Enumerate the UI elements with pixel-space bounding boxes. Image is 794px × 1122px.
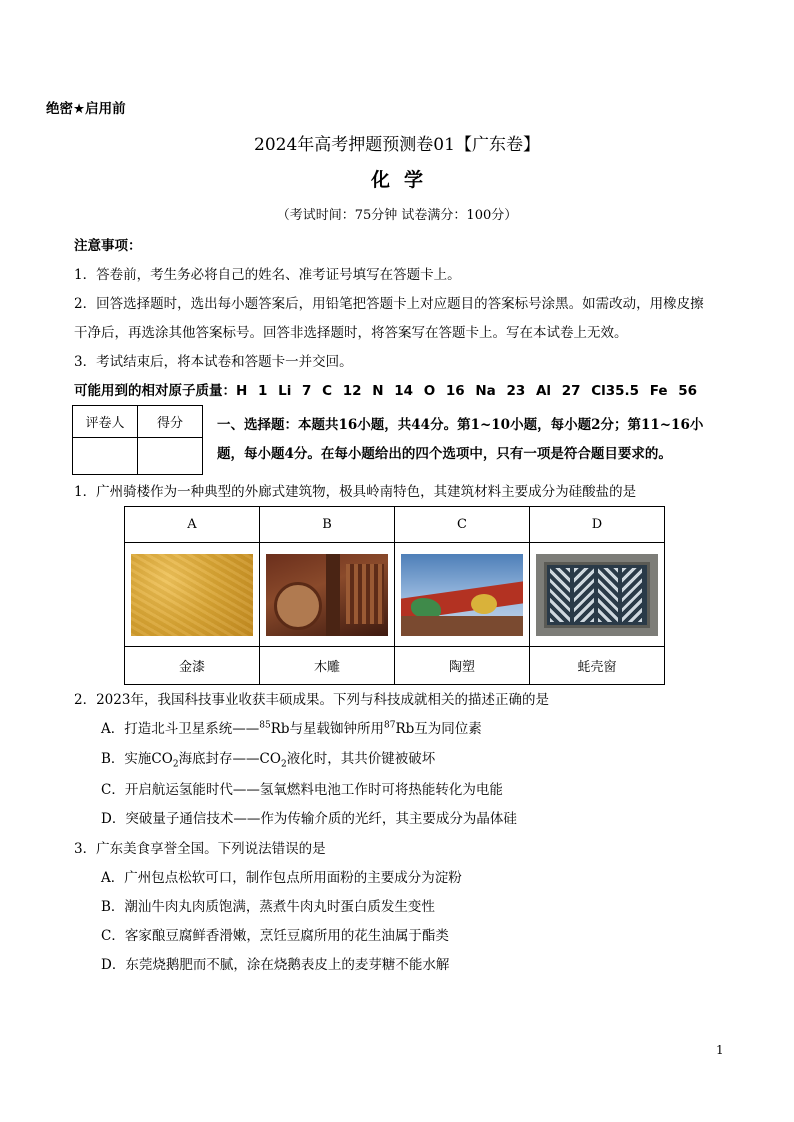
q2-option-b bbox=[101, 747, 435, 770]
q1-header-b: B bbox=[260, 507, 395, 543]
q1-stem: 1．广州骑楼作为一种典型的外廊式建筑物，极具岭南特色，其建筑材料主要成分为硅酸盐的是 bbox=[74, 484, 637, 500]
atomic-masses: 可能用到的相对原子质量：H 1 Li 7 C 12 N 14 O 16 Na 23 Al 27 Cl35.5 Fe 56 bbox=[74, 383, 698, 399]
q3-option-a: A．广州包点松软可口，制作包点所用面粉的主要成分为淀粉 bbox=[101, 870, 462, 886]
ceramic-sculpture-image bbox=[401, 554, 523, 636]
score-cell[interactable] bbox=[138, 438, 203, 475]
q3-option-b: B．潮汕牛肉丸肉质饱满，蒸煮牛肉丸时蛋白质发生变性 bbox=[101, 899, 435, 915]
note-item: 2．回答选择题时，选出每小题答案后，用铅笔把答题卡上对应题目的答案标号涂黑。如需改动，用橡皮擦 bbox=[74, 296, 704, 312]
q2-option-c: C．开启航运氢能时代——氢氧燃料电池工作时可将热能转化为电能 bbox=[101, 782, 503, 798]
note-item: 3．考试结束后，将本试卷和答题卡一并交回。 bbox=[74, 354, 353, 370]
q2-b-mid: 海底封存——CO bbox=[178, 751, 281, 767]
q1-label-d: 蚝壳窗 bbox=[530, 647, 665, 685]
section-title-line1: 本题共16小题，共44分。第1~10小题，每小题2分；第11~16小 bbox=[298, 417, 704, 433]
exam-info: （考试时间：75分钟 试卷满分：100分） bbox=[276, 208, 518, 223]
q1-image-cell-b bbox=[260, 543, 395, 647]
page-number: 1 bbox=[716, 1043, 724, 1057]
q2-a-sup2: 87 bbox=[384, 720, 396, 731]
q2-b-post: 液化时，其共价键被破坏 bbox=[286, 751, 436, 767]
section-title-bold: 一、选择题： bbox=[217, 417, 298, 433]
q1-label-a: 金漆 bbox=[125, 647, 260, 685]
q1-image-cell-c bbox=[395, 543, 530, 647]
q2-b-pre: B．实施CO bbox=[101, 751, 173, 767]
q1-label-c: 陶塑 bbox=[395, 647, 530, 685]
page-title: 2024年高考押题预测卷01【广东卷】 bbox=[254, 135, 540, 155]
grader-cell[interactable] bbox=[73, 438, 138, 475]
subject-title: 化学 bbox=[370, 169, 437, 191]
wood-carving-image bbox=[266, 554, 388, 636]
q1-header-d: D bbox=[530, 507, 665, 543]
q2-a-pre: A．打造北斗卫星系统—— bbox=[101, 721, 260, 737]
grader-table bbox=[72, 405, 203, 475]
q3-stem: 3．广东美食享誉全国。下列说法错误的是 bbox=[74, 841, 326, 857]
note-item: 干净后，再选涂其他答案标号。回答非选择题时，将答案写在答题卡上。写在本试卷上无效。 bbox=[74, 325, 628, 341]
grader-label: 评卷人 bbox=[73, 406, 138, 438]
q2-a-mid: Rb与星载铷钟所用 bbox=[270, 721, 385, 737]
q2-b-sub1: 2 bbox=[172, 759, 179, 770]
q2-a-post: Rb互为同位素 bbox=[395, 721, 482, 737]
q2-option-d: D．突破量子通信技术——作为传输介质的光纤，其主要成分为晶体硅 bbox=[101, 811, 517, 827]
q2-a-sup1: 85 bbox=[259, 720, 271, 731]
q1-image-cell-a bbox=[125, 543, 260, 647]
q2-b-sub2: 2 bbox=[280, 759, 287, 770]
q1-label-b: 木雕 bbox=[260, 647, 395, 685]
q2-option-a bbox=[101, 717, 482, 737]
secret-label: 绝密★启用前 bbox=[46, 101, 126, 117]
q1-header-a: A bbox=[125, 507, 260, 543]
q1-header-c: C bbox=[395, 507, 530, 543]
q2-stem: 2．2023年，我国科技事业收获丰硕成果。下列与科技成就相关的描述正确的是 bbox=[74, 692, 549, 708]
q3-option-d: D．东莞烧鹅肥而不腻，涂在烧鹅表皮上的麦芽糖不能水解 bbox=[101, 957, 450, 973]
gold-lacquer-image bbox=[131, 554, 253, 636]
section-title-line2: 题，每小题4分。在每小题给出的四个选项中，只有一项是符合题目要求的。 bbox=[217, 446, 672, 462]
notes-heading: 注意事项： bbox=[74, 238, 142, 254]
oyster-shell-window-image bbox=[536, 554, 658, 636]
q1-options-table bbox=[124, 506, 665, 685]
note-item: 1．答卷前，考生务必将自己的姓名、准考证号填写在答题卡上。 bbox=[74, 267, 461, 283]
q3-option-c: C．客家酿豆腐鲜香滑嫩，烹饪豆腐所用的花生油属于酯类 bbox=[101, 928, 449, 944]
section-title bbox=[217, 411, 732, 469]
q1-image-cell-d bbox=[530, 543, 665, 647]
score-label: 得分 bbox=[138, 406, 203, 438]
